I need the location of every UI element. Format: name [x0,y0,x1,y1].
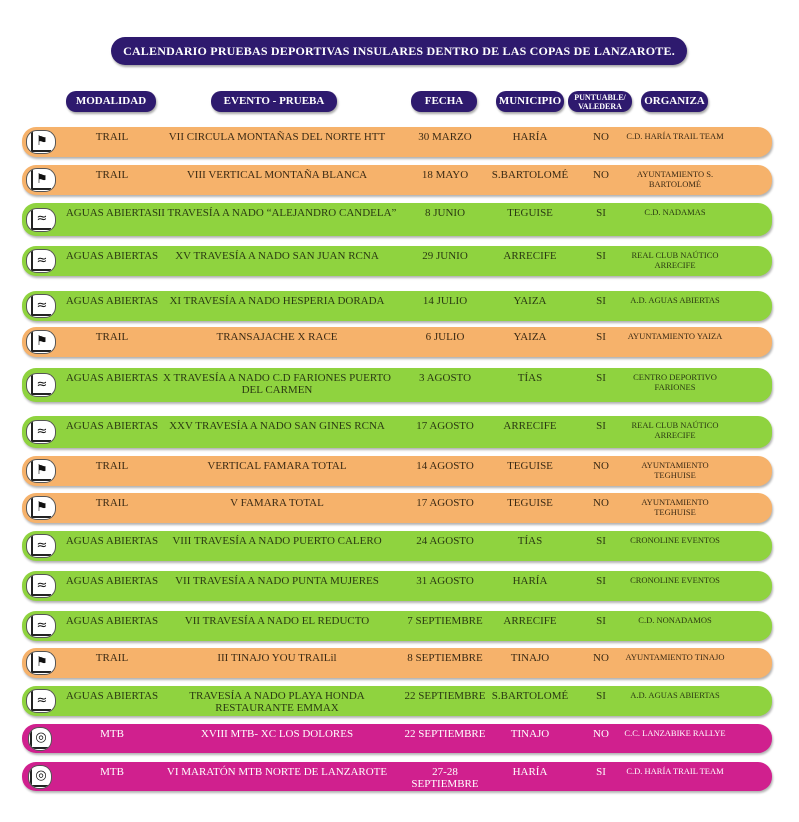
cell-modalidad: AGUAS ABIERTAS [65,690,159,702]
cell-modalidad: AGUAS ABIERTAS [65,615,159,627]
cell-organiza: C.C. LANZABIKE RALLYE [624,728,726,738]
cell-organiza: AYUNTAMIENTO TINAJO [625,652,725,662]
table-row [22,493,772,523]
cell-municipio: HARÍA [512,766,548,778]
cell-organiza: AYUNTAMIENTO S. BARTOLOMÉ [636,169,714,189]
swimmer-icon: ≈ [26,689,56,713]
cell-puntuable: SI [596,295,606,307]
runner-icon: ⚑ [26,459,56,483]
header-evento: EVENTO - PRUEBA [211,91,337,112]
header-modalidad: MODALIDAD [66,91,156,112]
cell-organiza: C.D. NONADAMOS [638,615,712,625]
cell-modalidad: TRAIL [95,169,129,181]
cell-municipio: YAIZA [513,331,547,343]
cell-modalidad: TRAIL [95,652,129,664]
cell-municipio: ARRECIFE [503,615,557,627]
cell-municipio: HARÍA [512,575,548,587]
table-row [22,762,772,791]
header-puntuable: PUNTUABLE/ VALEDERA [568,91,632,112]
cell-organiza: REAL CLUB NAÚTICO ARRECIFE [631,420,719,440]
table-row [22,456,772,486]
cell-fecha: 27-28 SEPTIEMBRE [411,766,479,790]
cell-evento: XV TRAVESÍA A NADO SAN JUAN RCNA [175,250,379,262]
cell-municipio: TEGUISE [507,497,553,509]
cell-modalidad: AGUAS ABIERTAS [65,420,159,432]
cell-organiza: C.D. NADAMAS [644,207,706,217]
cell-municipio: S.BARTOLOMÉ [491,169,569,181]
swimmer-icon: ≈ [26,294,56,318]
cell-fecha: 18 MAYO [421,169,469,181]
cell-evento: VII CIRCULA MONTAÑAS DEL NORTE HTT [168,131,386,143]
runner-icon: ⚑ [26,651,56,675]
cell-puntuable: SI [596,766,606,778]
cell-evento: TRANSAJACHE X RACE [216,331,338,343]
cell-modalidad: TRAIL [95,131,129,143]
runner-icon: ⚑ [26,496,56,520]
cell-puntuable: NO [593,169,609,181]
page-title: CALENDARIO PRUEBAS DEPORTIVAS INSULARES DENTRO DE LAS COPAS DE LANZAROTE. [111,37,687,65]
cell-evento: VIII VERTICAL MONTAÑA BLANCA [186,169,368,181]
table-row [22,203,772,236]
cell-fecha: 17 AGOSTO [416,497,474,509]
cell-modalidad: TRAIL [95,497,129,509]
cell-municipio: HARÍA [512,131,548,143]
cell-municipio: TEGUISE [507,207,553,219]
cell-fecha: 8 JUNIO [424,207,466,219]
swimmer-icon: ≈ [26,574,56,598]
cell-organiza: C.D. HARÍA TRAIL TEAM [626,131,724,141]
cell-municipio: TÍAS [517,535,543,547]
cell-evento: V FAMARA TOTAL [230,497,324,509]
cell-evento: VII TRAVESÍA A NADO EL REDUCTO [184,615,370,627]
cell-puntuable: SI [596,372,606,384]
cell-puntuable: NO [593,652,609,664]
cell-puntuable: SI [596,535,606,547]
table-row [22,531,772,561]
cell-puntuable: SI [596,207,606,219]
cell-municipio: YAIZA [513,295,547,307]
cell-evento: III TINAJO YOU TRAILil [217,652,337,664]
cell-fecha: 17 AGOSTO [416,420,474,432]
cell-fecha: 30 MARZO [418,131,472,143]
cell-puntuable: SI [596,331,606,343]
cell-fecha: 22 SEPTIEMBRE [404,728,486,740]
cell-organiza: CENTRO DEPORTIVO FARIONES [633,372,717,392]
cell-modalidad: TRAIL [95,460,129,472]
cell-puntuable: NO [593,728,609,740]
swimmer-icon: ≈ [26,534,56,558]
cell-puntuable: NO [593,131,609,143]
cell-puntuable: NO [593,460,609,472]
table-row [22,724,772,753]
cell-puntuable: NO [593,497,609,509]
cell-modalidad: AGUAS ABIERTAS [65,207,159,219]
cell-fecha: 14 JULIO [422,295,468,307]
cell-organiza: REAL CLUB NAÚTICO ARRECIFE [631,250,719,270]
cell-municipio: TINAJO [510,652,550,664]
runner-icon: ⚑ [26,130,56,154]
cell-modalidad: AGUAS ABIERTAS [65,295,159,307]
cell-modalidad: AGUAS ABIERTAS [65,575,159,587]
swimmer-icon: ≈ [26,373,56,397]
swimmer-icon: ≈ [26,420,56,444]
table-row [22,648,772,678]
cell-municipio: ARRECIFE [503,420,557,432]
cell-modalidad: TRAIL [95,331,129,343]
cell-evento: VII TRAVESÍA A NADO PUNTA MUJERES [175,575,379,587]
cell-evento: VIII TRAVESÍA A NADO PUERTO CALERO [172,535,382,547]
table-row [22,611,772,641]
runner-icon: ⚑ [26,168,56,192]
table-row [22,368,772,402]
cell-organiza: AYUNTAMIENTO YAIZA [627,331,723,341]
cell-modalidad: AGUAS ABIERTAS [65,250,159,262]
cell-fecha: 29 JUNIO [422,250,468,262]
header-fecha: FECHA [411,91,477,112]
cell-organiza: A.D. AGUAS ABIERTAS [630,690,720,700]
cell-municipio: S.BARTOLOMÉ [491,690,569,702]
header-organiza: ORGANIZA [641,91,708,112]
cell-evento: VERTICAL FAMARA TOTAL [207,460,347,472]
table-row [22,686,772,716]
cell-fecha: 31 AGOSTO [416,575,474,587]
cell-evento: XI TRAVESÍA A NADO HESPERIA DORADA [169,295,385,307]
cell-organiza: AYUNTAMIENTO TEGHUISE [641,497,709,517]
cell-modalidad: AGUAS ABIERTAS [65,535,159,547]
cyclist-icon: ◎ [28,727,52,751]
cell-municipio: ARRECIFE [503,250,557,262]
cell-organiza: CRONOLINE EVENTOS [630,575,720,585]
cell-fecha: 22 SEPTIEMBRE [404,690,486,702]
cell-modalidad: AGUAS ABIERTAS [65,372,159,384]
cell-organiza: CRONOLINE EVENTOS [630,535,720,545]
cell-evento: X TRAVESÍA A NADO C.D FARIONES PUERTO DEL CARMEN [162,372,392,396]
table-row [22,246,772,276]
cell-organiza: C.D. HARÍA TRAIL TEAM [626,766,724,776]
cell-puntuable: SI [596,420,606,432]
cell-modalidad: MTB [100,728,124,740]
table-row [22,416,772,448]
table-row [22,165,772,195]
cell-evento: VI MARATÓN MTB NORTE DE LANZAROTE [166,766,388,778]
cell-organiza: AYUNTAMIENTO TEGHUISE [641,460,709,480]
cell-puntuable: SI [596,690,606,702]
cell-municipio: TÍAS [517,372,543,384]
swimmer-icon: ≈ [26,208,56,232]
cell-fecha: 3 AGOSTO [418,372,472,384]
cell-puntuable: SI [596,250,606,262]
table-row [22,127,772,157]
table-row [22,571,772,601]
swimmer-icon: ≈ [26,249,56,273]
cell-fecha: 8 SEPTIEMBRE [407,652,483,664]
cell-fecha: 24 AGOSTO [416,535,474,547]
cell-fecha: 7 SEPTIEMBRE [407,615,483,627]
swimmer-icon: ≈ [26,614,56,638]
cell-evento: TRAVESÍA A NADO PLAYA HONDA RESTAURANTE EMMAX [189,690,365,714]
cell-fecha: 14 AGOSTO [416,460,474,472]
cell-evento: II TRAVESÍA A NADO “ALEJANDRO CANDELA” [157,207,397,219]
cell-puntuable: SI [596,615,606,627]
header-municipio: MUNICIPIO [496,91,564,112]
cell-puntuable: SI [596,575,606,587]
cell-municipio: TEGUISE [507,460,553,472]
table-row [22,327,772,357]
cyclist-icon: ◎ [28,765,52,789]
cell-organiza: A.D. AGUAS ABIERTAS [630,295,720,305]
cell-municipio: TINAJO [510,728,550,740]
cell-modalidad: MTB [100,766,124,778]
cell-evento: XVIII MTB- XC LOS DOLORES [200,728,354,740]
cell-evento: XXV TRAVESÍA A NADO SAN GINES RCNA [169,420,385,432]
runner-icon: ⚑ [26,330,56,354]
table-row [22,291,772,321]
cell-fecha: 6 JULIO [425,331,465,343]
